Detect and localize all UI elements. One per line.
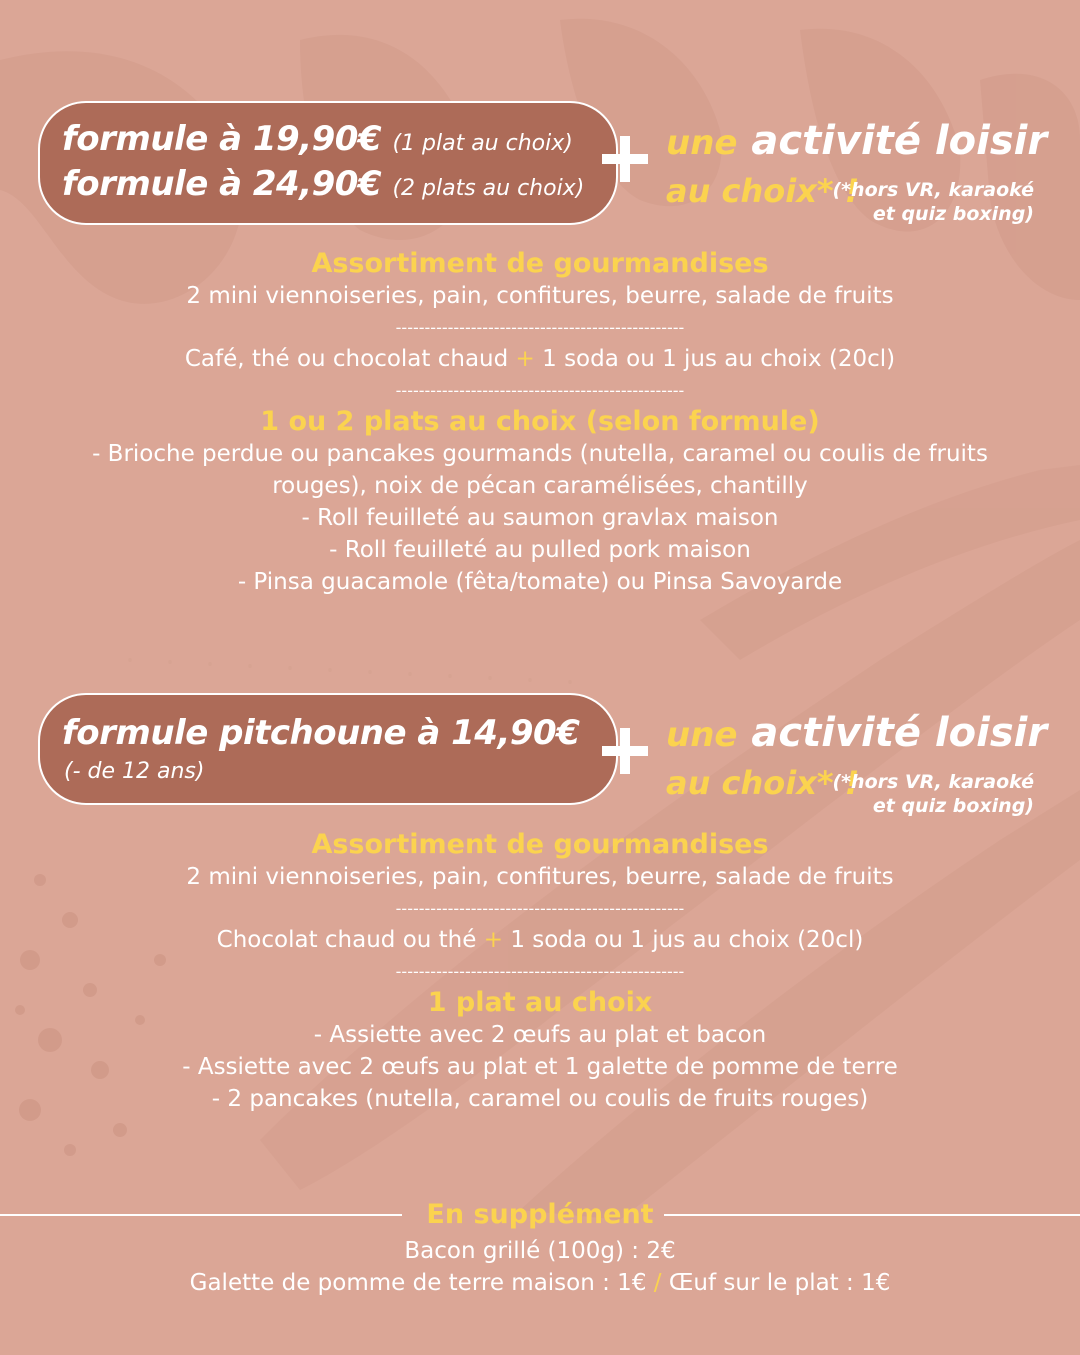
sweets-heading: Assortiment de gourmandises [311, 248, 769, 279]
formula-1990-note: (1 plat au choix) [392, 131, 573, 156]
formula-1990-price: formule à 19,90€ [62, 119, 382, 159]
dishes-heading: 1 plat au choix [427, 987, 653, 1018]
activity-note-line-2: et quiz boxing) [872, 203, 1034, 225]
extras-slash: / [653, 1270, 662, 1296]
activity-exclusion-note [832, 178, 1034, 226]
drinks-plus: + [515, 346, 535, 372]
activity-heading [666, 710, 1047, 756]
drinks-cold: 1 soda ou 1 jus au choix (20cl) [542, 346, 896, 372]
activity-exclusion-note [832, 770, 1034, 818]
drinks-hot: Café, thé ou chocolat chaud [184, 346, 509, 372]
kids-formula-age: (- de 12 ans) [64, 759, 205, 784]
kids-formula-title: formule pitchoune à 14,90€ [62, 713, 580, 753]
extras-section [0, 1199, 1080, 1299]
activity-choice: au choix* ! [666, 764, 860, 802]
formula-line-2 [62, 164, 584, 204]
dish-item: - 2 pancakes (nutella, caramel ou coulis de fruits rouges) [211, 1086, 869, 1112]
dish-item: - Brioche perdue ou pancakes gourmands (nutella, caramel ou coulis de fruits [92, 441, 988, 467]
drinks-cold: 1 soda ou 1 jus au choix (20cl) [510, 927, 864, 953]
drinks-text [0, 924, 1080, 956]
separator: -------------------------------------------------- [395, 318, 685, 337]
sweets-heading: Assortiment de gourmandises [311, 829, 769, 860]
dish-item: - Roll feuilleté au pulled pork maison [329, 537, 751, 563]
sweets-text: 2 mini viennoiseries, pain, confitures, beurre, salade de fruits [186, 283, 894, 309]
extras-heading: En supplément [426, 1199, 654, 1230]
kids-menu-details [0, 829, 1080, 1115]
sweets-text: 2 mini viennoiseries, pain, confitures, beurre, salade de fruits [186, 864, 894, 890]
dish-item: - Assiette avec 2 œufs au plat et bacon [313, 1022, 767, 1048]
separator: -------------------------------------------------- [395, 899, 685, 918]
formula-menu-details [0, 248, 1080, 598]
dish-item: - Roll feuilleté au saumon gravlax maison [301, 505, 779, 531]
drinks-text [0, 343, 1080, 375]
extras-bacon: Bacon grillé (100g) : 2€ [404, 1238, 676, 1264]
activity-word-loisir: activité loisir [751, 118, 1048, 164]
activity-word-loisir: activité loisir [751, 710, 1048, 756]
dish-item: - Pinsa guacamole (fêta/tomate) ou Pinsa Savoyarde [237, 569, 843, 595]
activity-note-line-1: (*hors VR, karaoké [832, 179, 1034, 201]
drinks-hot: Chocolat chaud ou thé [216, 927, 477, 953]
formula-line-1 [62, 119, 573, 159]
formula-2490-note: (2 plats au choix) [392, 176, 585, 201]
dish-item: - Assiette avec 2 œufs au plat et 1 galette de pomme de terre [182, 1054, 898, 1080]
activity-word-une: une [666, 715, 738, 755]
separator: -------------------------------------------------- [395, 962, 685, 981]
activity-note-line-1: (*hors VR, karaoké [832, 771, 1034, 793]
extras-egg: Œuf sur le plat : 1€ [668, 1270, 891, 1296]
formula-price-pill [38, 101, 618, 225]
extras-line-2 [0, 1267, 1080, 1299]
dishes-heading: 1 ou 2 plats au choix (selon formule) [260, 406, 820, 437]
activity-heading [666, 118, 1047, 164]
extras-galette: Galette de pomme de terre maison : 1€ [189, 1270, 647, 1296]
plus-icon [602, 136, 648, 182]
drinks-plus: + [483, 927, 503, 953]
separator: -------------------------------------------------- [395, 381, 685, 400]
dish-item: rouges), noix de pécan caramélisées, chantilly [272, 473, 808, 499]
plus-icon [602, 728, 648, 774]
kids-formula-pill [38, 693, 618, 805]
formula-2490-price: formule à 24,90€ [62, 164, 382, 204]
activity-word-une: une [666, 123, 738, 163]
activity-choice: au choix* ! [666, 172, 860, 210]
activity-note-line-2: et quiz boxing) [872, 795, 1034, 817]
